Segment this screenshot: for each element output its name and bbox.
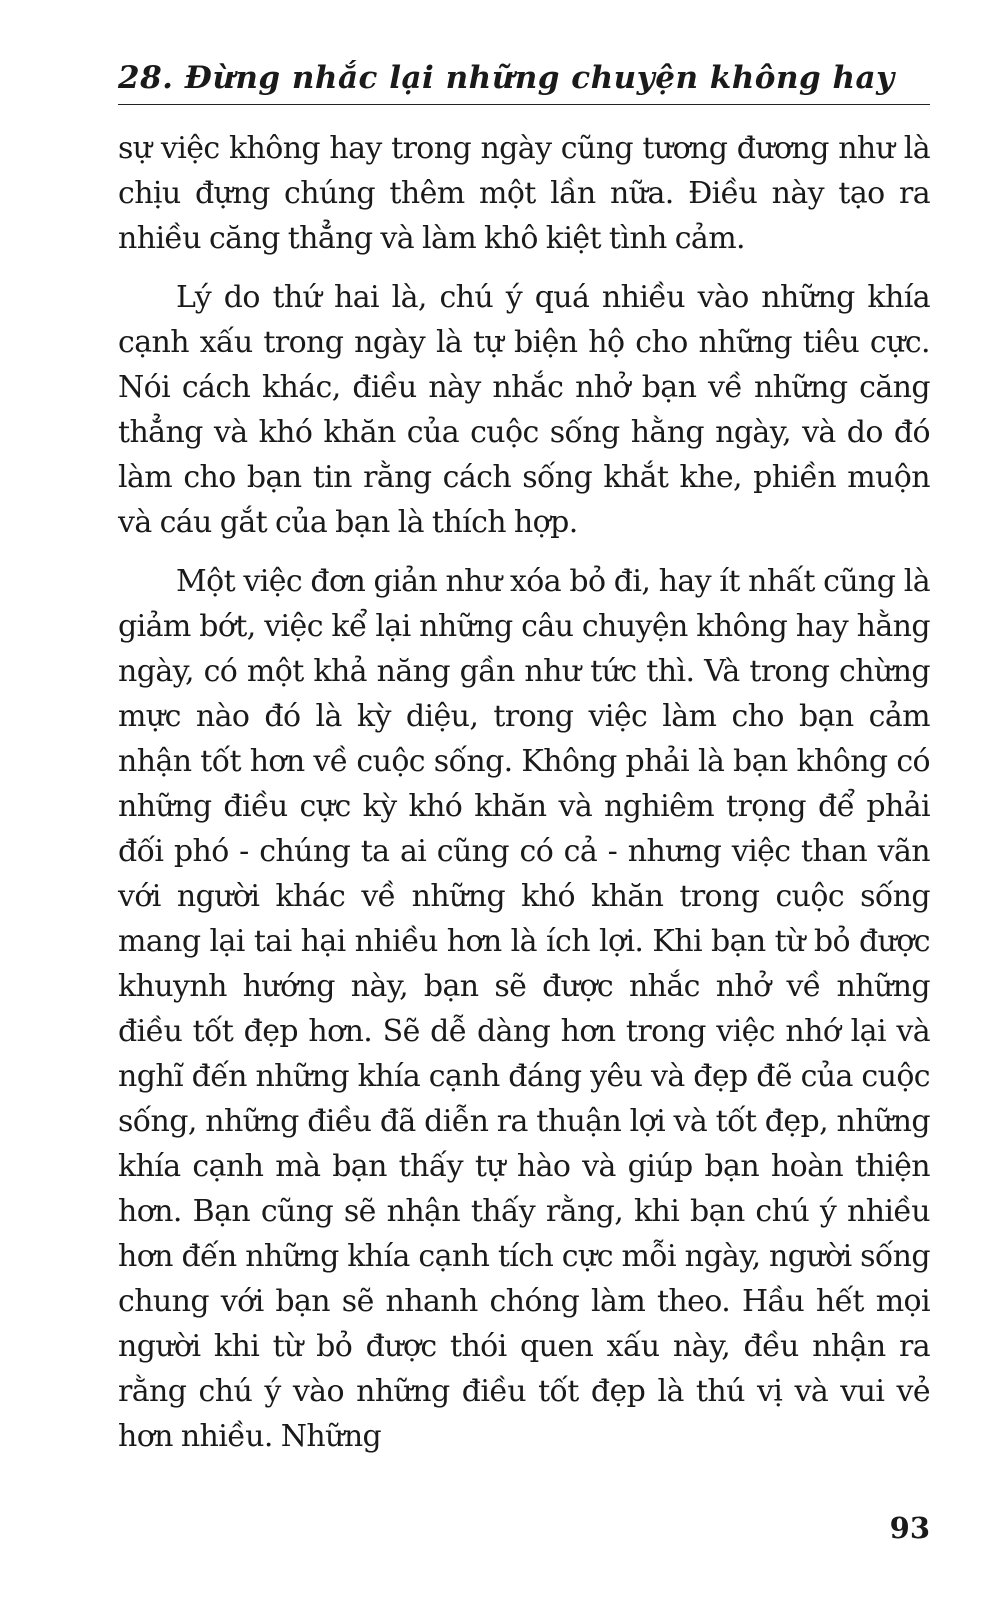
running-header-title: 28. Đừng nhắc lại những chuyện không hay — [118, 60, 895, 96]
body-text — [118, 126, 930, 1473]
paragraph-continued: sự việc không hay trong ngày cũng tương đương như là chịu đựng chúng thêm một lần nữa. Điều này tạo ra nhiều căng thẳng và làm khô kiệt tình cảm. — [118, 131, 930, 256]
paragraph-second-reason: Lý do thứ hai là, chú ý quá nhiều vào những khía cạnh xấu trong ngày là tự biện hộ cho những tiêu cực. Nói cách khác, điều này nhắc nhở bạn về những căng thẳng và khó khăn của cuộc sống hằng ngày, và do đó làm cho bạn tin rằng cách sống khắt khe, phiền muộn và cáu gắt của bạn là thích hợp. — [118, 280, 930, 540]
header-divider — [118, 104, 930, 105]
paragraph-simple-change: Một việc đơn giản như xóa bỏ đi, hay ít nhất cũng là giảm bớt, việc kể lại những câu chuyện không hay hằng ngày, có một khả năng gần như tức thì. Và trong chừng mực nào đó là kỳ diệu, trong việc làm cho bạn cảm nhận tốt hơn về cuộc sống. Không phải là bạn không có những điều cực kỳ khó khăn và nghiêm trọng để phải đối phó - chúng ta ai cũng có cả - nhưng việc than vãn với người khác về những khó khăn trong cuộc sống mang lại tai hại nhiều hơn là ích lợi. Khi bạn từ bỏ được khuynh hướng này, bạn sẽ được nhắc nhở về những điều tốt đẹp hơn. Sẽ dễ dàng hơn trong việc nhớ lại và nghĩ đến những khía cạnh đáng yêu và đẹp đẽ của cuộc sống, những điều đã diễn ra thuận lợi và tốt đẹp, những khía cạnh mà bạn thấy tự hào và giúp bạn hoàn thiện hơn. Bạn cũng sẽ nhận thấy rằng, khi bạn chú ý nhiều hơn đến những khía cạnh tích cực mỗi ngày, người sống chung với bạn sẽ nhanh chóng làm theo. Hầu hết mọi người khi từ bỏ được thói quen xấu này, đều nhận ra rằng chú ý vào những điều tốt đẹp là thú vị và vui vẻ hơn nhiều. Những — [118, 564, 930, 1454]
page-number: 93 — [889, 1511, 930, 1545]
